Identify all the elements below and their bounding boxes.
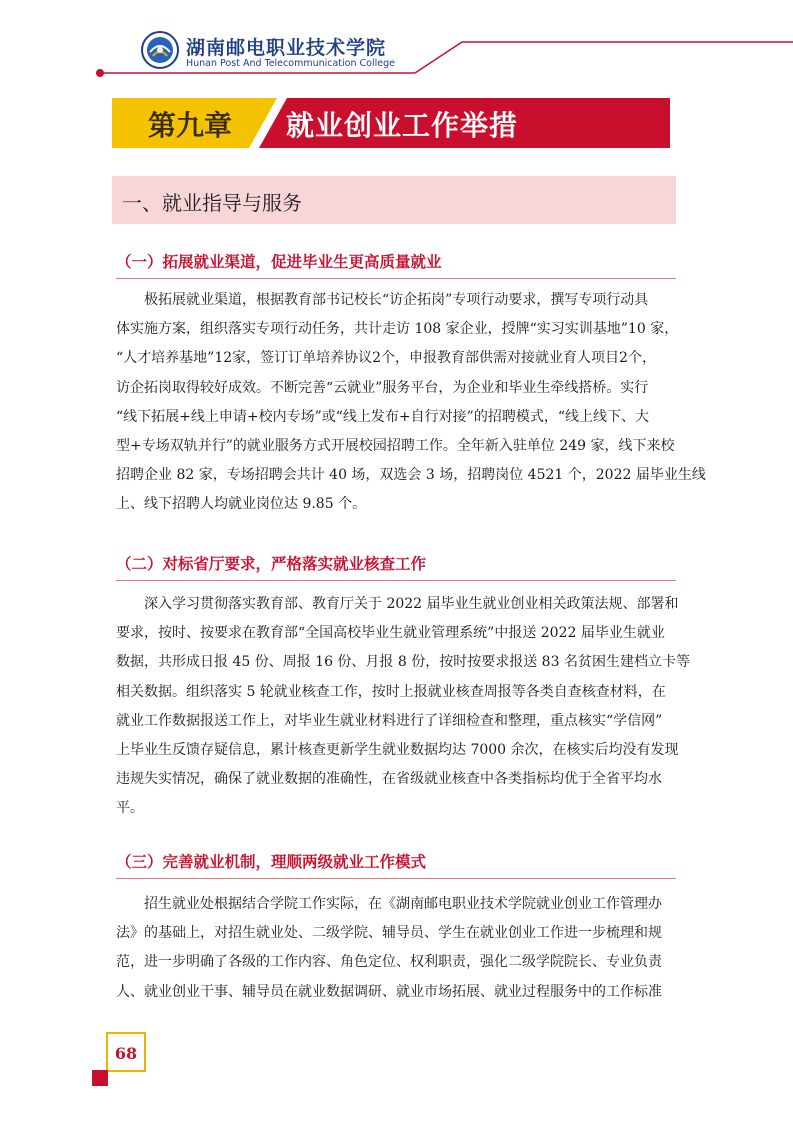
subsection-title: （三）完善就业机制，理顺两级就业工作模式 xyxy=(116,853,427,871)
page-number: 68 xyxy=(114,1044,138,1063)
section-title: 一、就业指导与服务 xyxy=(122,191,302,215)
section-heading xyxy=(112,176,676,224)
subsection-title: （一）拓展就业渠道，促进毕业生更高质量就业 xyxy=(116,253,442,271)
chapter-number: 第九章 xyxy=(148,109,233,142)
chapter-banner xyxy=(112,98,670,148)
subsection-heading-3 xyxy=(116,850,676,879)
text-line: 相关数据。组织落实 5 轮就业核查工作，按时上报就业核查周报等各类自查核查材料，在 xyxy=(116,683,666,700)
page-number-box xyxy=(106,1032,146,1072)
page-corner-decoration xyxy=(92,1070,108,1086)
college-name-en: Hunan Post And Telecommunication College xyxy=(186,58,395,69)
text-line: 上、线下招聘人均就业岗位达 9.85 个。 xyxy=(116,496,367,513)
chapter-title: 就业创业工作举措 xyxy=(286,109,519,142)
text-line: 平。 xyxy=(116,800,144,817)
subsection-heading-2 xyxy=(116,552,676,581)
text-line: 体实施方案，组织落实专项行动任务，共计走访 108 家企业，授牌“实习实训基地”10 家， xyxy=(116,321,679,338)
subsection-title: （二）对标省厅要求，严格落实就业核查工作 xyxy=(116,555,427,573)
paragraph-1 xyxy=(116,286,706,520)
text-line: 就业工作数据报送工作上，对毕业生就业材料进行了详细检查和整理，重点核实“学信网” xyxy=(116,712,663,729)
text-line: 要求，按时、按要求在教育部“全国高校毕业生就业管理系统”中报送 2022 届毕业生就业 xyxy=(116,625,665,642)
text-line: 深入学习贯彻落实教育部、教育厅关于 2022 届毕业生就业创业相关政策法规、部署和 xyxy=(144,596,679,612)
text-line: 人、就业创业干事、辅导员在就业数据调研、就业市场拓展、就业过程服务中的工作标准 xyxy=(116,983,662,1000)
text-line: 访企拓岗取得较好成效。不断完善“云就业”服务平台，为企业和毕业生牵线搭桥。实行 xyxy=(116,379,649,396)
text-line: 招聘企业 82 家，专场招聘会共计 40 场，双选会 3 场，招聘岗位 4521 个，2022 届毕业生线 xyxy=(116,467,706,484)
text-line: 数据，共形成日报 45 份、周报 16 份、月报 8 份，按时按要求报送 83 名贫困生建档立卡等 xyxy=(116,654,690,671)
text-line: “线下拓展+线上申请+校内专场”或“线上发布+自行对接”的招聘模式，“线上线下、大 xyxy=(116,408,649,425)
college-name-cn: 湖南邮电职业技术学院 xyxy=(186,37,387,59)
paragraph-2 xyxy=(116,590,690,824)
text-line: 招生就业处根据结合学院工作实际，在《湖南邮电职业技术学院就业创业工作管理办 xyxy=(144,896,662,912)
college-logo-icon xyxy=(140,30,180,70)
text-line: 极拓展就业渠道，根据教育部书记校长“访企拓岗”专项行动要求，撰写专项行动具 xyxy=(144,292,649,308)
header-decoration xyxy=(0,0,793,90)
text-line: 范，进一步明确了各级的工作内容、角色定位、权利职责，强化二级学院院长、专业负责 xyxy=(116,954,662,971)
text-line: 法》的基础上，对招生就业处、二级学院、辅导员、学生在就业创业工作进一步梳理和规 xyxy=(116,925,662,942)
paragraph-3 xyxy=(116,890,678,1007)
text-line: 上毕业生反馈存疑信息，累计核查更新学生就业数据均达 7000 余次，在核实后均没有发现 xyxy=(116,742,679,759)
subsection-heading-1 xyxy=(116,250,676,279)
text-line: 违规失实情况，确保了就业数据的准确性，在省级就业核查中各类指标均优于全省平均水 xyxy=(116,771,662,788)
text-line: “人才培养基地”12家，签订订单培养协议2个，申报教育部供需对接就业育人项目2个， xyxy=(116,350,656,367)
text-line: 型+专场双轨并行”的就业服务方式开展校园招聘工作。全年新入驻单位 249 家，线下来校 xyxy=(116,438,675,455)
